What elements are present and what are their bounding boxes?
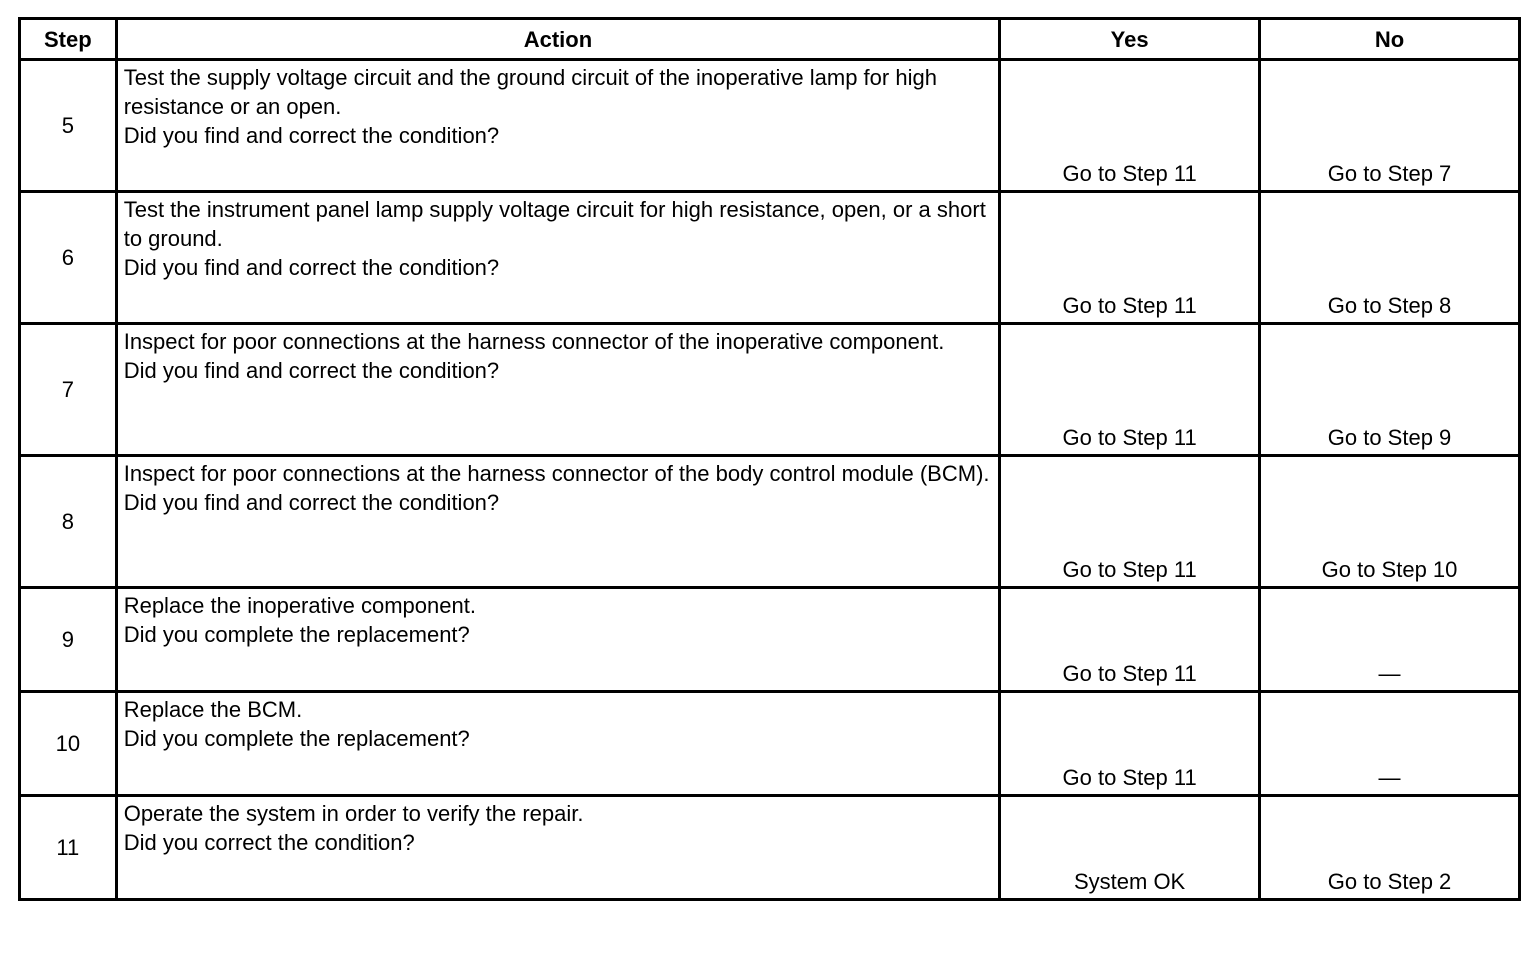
yes-result: Go to Step 11 bbox=[1000, 324, 1260, 456]
header-action: Action bbox=[116, 19, 999, 60]
no-result: Go to Step 2 bbox=[1260, 796, 1520, 900]
table-row bbox=[20, 588, 1520, 692]
action-text: Inspect for poor connections at the harness connector of the inoperative component. bbox=[123, 329, 945, 354]
action-text: Operate the system in order to verify the repair. bbox=[123, 801, 584, 826]
step-number: 5 bbox=[20, 60, 117, 192]
no-result: Go to Step 7 bbox=[1260, 60, 1520, 192]
header-step: Step bbox=[20, 19, 117, 60]
action-question: Did you find and correct the condition? bbox=[123, 490, 500, 515]
table-row bbox=[20, 456, 1520, 588]
no-result: — bbox=[1260, 588, 1520, 692]
action-question: Did you complete the replacement? bbox=[123, 726, 470, 751]
yes-result: Go to Step 11 bbox=[1000, 456, 1260, 588]
yes-result: Go to Step 11 bbox=[1000, 692, 1260, 796]
header-row bbox=[20, 19, 1520, 60]
action-text: Replace the BCM. bbox=[123, 697, 303, 722]
action-question: Did you find and correct the condition? bbox=[123, 358, 500, 383]
action-question: Did you find and correct the condition? bbox=[123, 255, 500, 280]
step-number: 9 bbox=[20, 588, 117, 692]
no-result: — bbox=[1260, 692, 1520, 796]
step-number: 10 bbox=[20, 692, 117, 796]
action-cell bbox=[116, 60, 999, 192]
table-row bbox=[20, 60, 1520, 192]
yes-result: Go to Step 11 bbox=[1000, 192, 1260, 324]
action-cell bbox=[116, 796, 999, 900]
no-result: Go to Step 9 bbox=[1260, 324, 1520, 456]
action-question: Did you find and correct the condition? bbox=[123, 123, 500, 148]
action-cell bbox=[116, 456, 999, 588]
no-result: Go to Step 10 bbox=[1260, 456, 1520, 588]
action-cell bbox=[116, 192, 999, 324]
table-row bbox=[20, 192, 1520, 324]
action-text: Test the supply voltage circuit and the ground circuit of the inoperative lamp for high resistance or an open. bbox=[123, 65, 937, 119]
yes-result: Go to Step 11 bbox=[1000, 588, 1260, 692]
table-row bbox=[20, 796, 1520, 900]
header-yes: Yes bbox=[1000, 19, 1260, 60]
yes-result: Go to Step 11 bbox=[1000, 60, 1260, 192]
yes-result: System OK bbox=[1000, 796, 1260, 900]
action-text: Replace the inoperative component. bbox=[123, 593, 476, 618]
action-question: Did you correct the condition? bbox=[123, 830, 415, 855]
table-row bbox=[20, 692, 1520, 796]
no-result: Go to Step 8 bbox=[1260, 192, 1520, 324]
diagnostic-table bbox=[18, 17, 1521, 901]
action-text: Inspect for poor connections at the harness connector of the body control module (BCM). bbox=[123, 461, 990, 486]
step-number: 7 bbox=[20, 324, 117, 456]
action-cell bbox=[116, 692, 999, 796]
header-no: No bbox=[1260, 19, 1520, 60]
step-number: 6 bbox=[20, 192, 117, 324]
action-cell bbox=[116, 588, 999, 692]
action-question: Did you complete the replacement? bbox=[123, 622, 470, 647]
table-row bbox=[20, 324, 1520, 456]
step-number: 8 bbox=[20, 456, 117, 588]
step-number: 11 bbox=[20, 796, 117, 900]
action-text: Test the instrument panel lamp supply voltage circuit for high resistance, open, or a short to ground. bbox=[123, 197, 986, 251]
action-cell bbox=[116, 324, 999, 456]
